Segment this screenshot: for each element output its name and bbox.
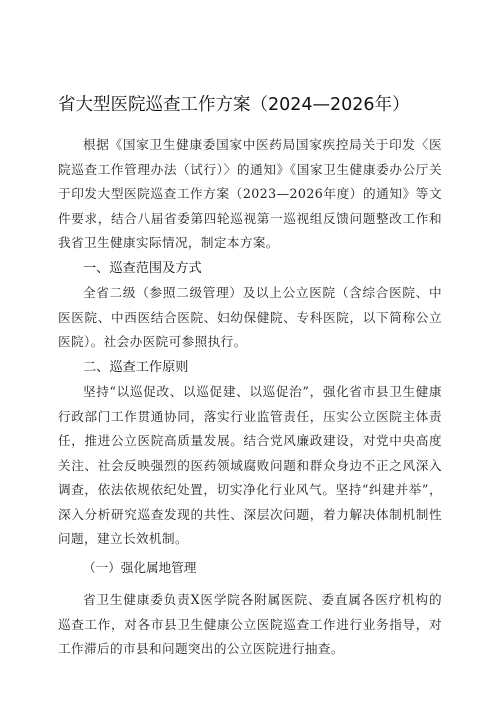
section-heading-principles: 二、巡查工作原则 — [83, 359, 189, 375]
intro-paragraph: 根据《国家卫生健康委国家中医药局国家疾控局关于印发〈医院巡查工作管理办法（试行）〉的通知》《国家卫生健康委办公厅关于印发大型医院巡查工作方案（2023—2026年度）的通知》等文件要求，结合八届省委第四轮巡视第一巡视组反馈问题整改工作和我省卫生健康实际情况，制定本方案。 — [58, 137, 442, 250]
section-heading-scope: 一、巡查范围及方式 — [83, 260, 202, 276]
section-paragraph-principles: 坚持“以巡促改、以巡促建、以巡促治”，强化省市县卫生健康行政部门工作贯通协同，落实行业监管责任，压实公立医院主体责任，推进公立医院高质量发展。结合党风廉政建设，对党中央高度关注、社会反映强烈的医药领域腐败问题和群众身边不正之风深入调查，依法依规依纪处置，切实净化行业风气。坚持“纠建并举”，深入分析研究巡查发现的共性、深层次问题，着力解决体制机制性问题，建立长效机制。 — [58, 384, 442, 546]
section-paragraph-scope: 全省二级（参照二级管理）及以上公立医院（含综合医院、中医医院、中西医结合医院、妇幼保健院、专科医院，以下简称公立医院）。社会办医院可参照执行。 — [58, 285, 442, 349]
subsection-heading-local-management: （一）强化属地管理 — [83, 559, 197, 575]
document-title: 省大型医院巡查工作方案（2024—2026年） — [58, 95, 410, 115]
subsection-paragraph-local-management: 省卫生健康委负责X医学院各附属医院、委直属各医疗机构的巡查工作，对各市县卫生健康公立医院巡查工作进行业务指导，对工作滞后的市县和问题突出的公立医院进行抽查。 — [58, 592, 442, 656]
